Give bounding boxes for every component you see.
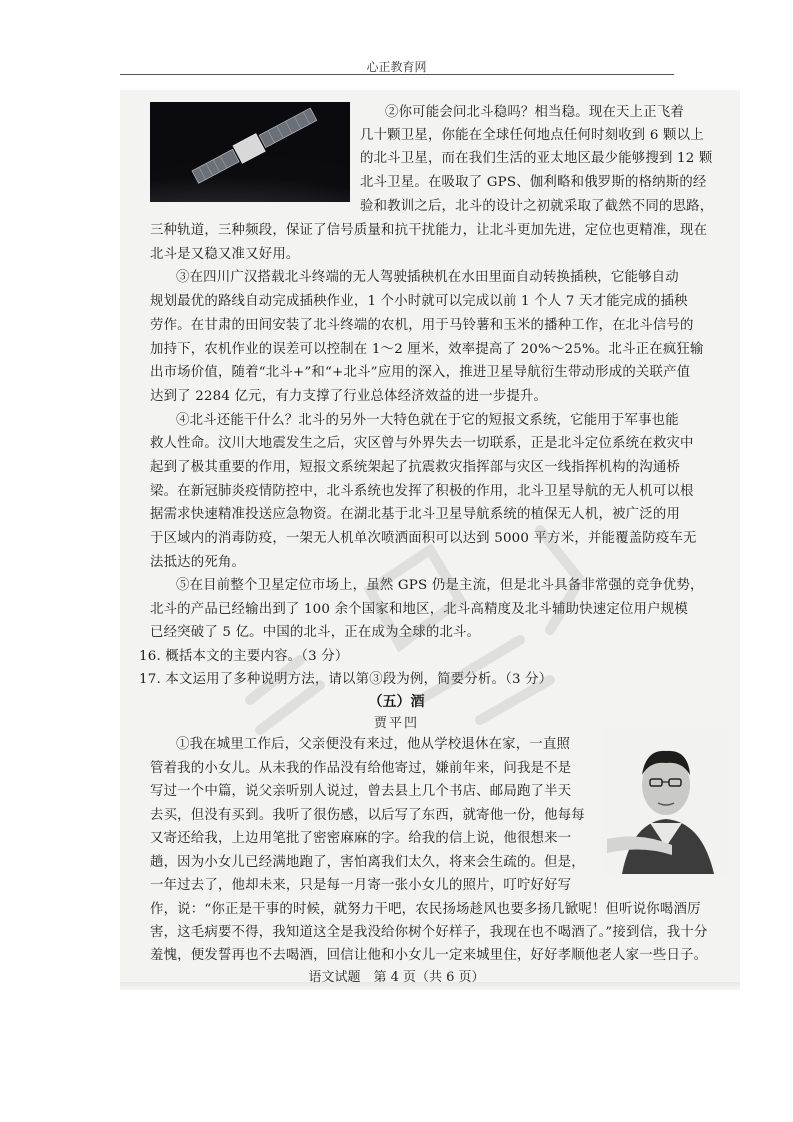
text-line: 法抵达的死角。 — [150, 555, 246, 570]
text-line: 起到了极其重要的作用，短报文系统架起了抗震救灾指挥部与灾区一线指挥机构的沟通桥 — [150, 460, 681, 475]
text-line: ②你可能会问北斗稳吗？相当稳。现在天上正飞着 — [385, 105, 684, 120]
text-line: 几十颗卫星，你能在全球任何地点任何时刻收到 6 颗以上 — [360, 128, 704, 143]
portrait-icon — [602, 727, 730, 874]
text-line: 害，这毛病要不得，我知道这全是我没给你树个好样子，我现在也不喝酒了。”接到信，我十分 — [150, 925, 708, 940]
text-line: ④北斗还能干什么？北斗的另外一大特色就在于它的短报文系统，它能用于军事也能 — [176, 413, 679, 428]
text-line: 于区域内的消毒防疫，一架无人机单次喷洒面积可以达到 5000 平方米，并能覆盖防疫车无 — [150, 531, 697, 546]
question-17: 17. 本文运用了多种说明方法，请以第③段为例，简要分析。（3 分） — [139, 672, 553, 687]
text-line: 北斗是又稳又准又好用。 — [150, 247, 300, 262]
author-name: 贾平凹 — [373, 716, 419, 731]
section-title: （五）酒 — [368, 694, 425, 710]
text-line: 劳作。在甘肃的田间安装了北斗终端的农机，用于马铃薯和玉米的播种工作，在北斗信号的 — [150, 318, 694, 333]
text-line: ⑤在目前整个卫星定位市场上，虽然 GPS 仍是主流，但是北斗具备非常强的竞争优势， — [176, 578, 704, 593]
site-header: 心正教育网 — [366, 60, 427, 74]
page-footer: 语文试题 第 4 页（共 6 页） — [308, 970, 485, 985]
text-line: 北斗卫星。在吸取了 GPS、伽利略和俄罗斯的格纳斯的经 — [360, 175, 707, 190]
text-line: 验和教训之后，北斗的设计之初就采取了截然不同的思路， — [360, 199, 714, 214]
text-line: 出市场价值，随着“北斗+”和“+北斗”应用的深入，推进卫星导航衍生带动形成的关联产值 — [150, 365, 691, 380]
text-line: 去买，但没有买到。我听了很伤感，以后写了东西，就寄他一份，他每每 — [150, 808, 585, 823]
text-line: 救人性命。汶川大地震发生之后，灾区曾与外界失去一切联系，正是北斗定位系统在救灾中 — [150, 436, 694, 451]
author-photo — [602, 727, 730, 874]
satellite-photo — [150, 102, 350, 202]
text-line: 又寄还给我，上边用笔批了密密麻麻的字。给我的信上说，他很想来一 — [150, 831, 572, 846]
text-line: 据需求快速精准投送应急物资。在湖北基于北斗卫星导航系统的植保无人机，被广泛的用 — [150, 507, 681, 522]
header-divider — [120, 74, 674, 75]
text-line: 的北斗卫星，而在我们生活的亚太地区最少能够搜到 12 颗 — [360, 151, 713, 166]
text-line: ③在四川广汉搭载北斗终端的无人驾驶插秧机在水田里面自动转换插秧，它能够自动 — [176, 270, 679, 285]
question-16: 16. 概括本文的主要内容。（3 分） — [139, 649, 349, 664]
text-line: 北斗的产品已经输出到了 100 余个国家和地区，北斗高精度及北斗辅助快速定位用户规模 — [150, 602, 688, 617]
text-line: 规划最优的路线自动完成插秧作业，1 个小时就可以完成以前 1 个人 7 天才能完成的插秧 — [150, 294, 688, 309]
text-line: 一年过去了，他却未来，只是每一月寄一张小女儿的照片，叮咛好好写 — [150, 878, 572, 893]
satellite-icon — [150, 102, 350, 202]
text-line: 管着我的小女儿。从未我的作品没有给他寄过，嫌前年来，问我是不是 — [150, 761, 572, 776]
text-line: ①我在城里工作后，父亲便没有来过，他从学校退休在家，一直照 — [176, 737, 571, 752]
text-line: 加持下，农机作业的误差可以控制在 1～2 厘米，效率提高了 20%～25%。北斗正在疯狂输 — [150, 342, 704, 357]
text-line: 三种轨道，三种频段，保证了信号质量和抗干扰能力，让北斗更加先进，定位也更精准，现在 — [150, 223, 708, 238]
text-line: 趟，因为小女儿已经满地跑了，害怕离我们太久，将来会生疏的。但是， — [150, 855, 585, 870]
text-line: 作，说：“你正是干事的时候，就努力干吧，农民扬场趁风也要多扬几锨呢！但听说你喝酒厉 — [150, 902, 701, 917]
text-line: 梁。在新冠肺炎疫情防控中，北斗系统也发挥了积极的作用，北斗卫星导航的无人机可以根 — [150, 484, 694, 499]
text-line: 羞愧，便发誓再也不去喝酒，回信让他和小女儿一定来城里住，好好孝顺他老人家一些日子。 — [150, 948, 708, 963]
text-line: 已经突破了 5 亿。中国的北斗，正在成为全球的北斗。 — [150, 625, 481, 640]
text-line: 达到了 2284 亿元，有力支撑了行业总体经济效益的进一步提升。 — [150, 389, 548, 404]
text-line: 写过一个中篇，说父亲听别人说过，曾去县上几个书店、邮局跑了半天 — [150, 784, 572, 799]
